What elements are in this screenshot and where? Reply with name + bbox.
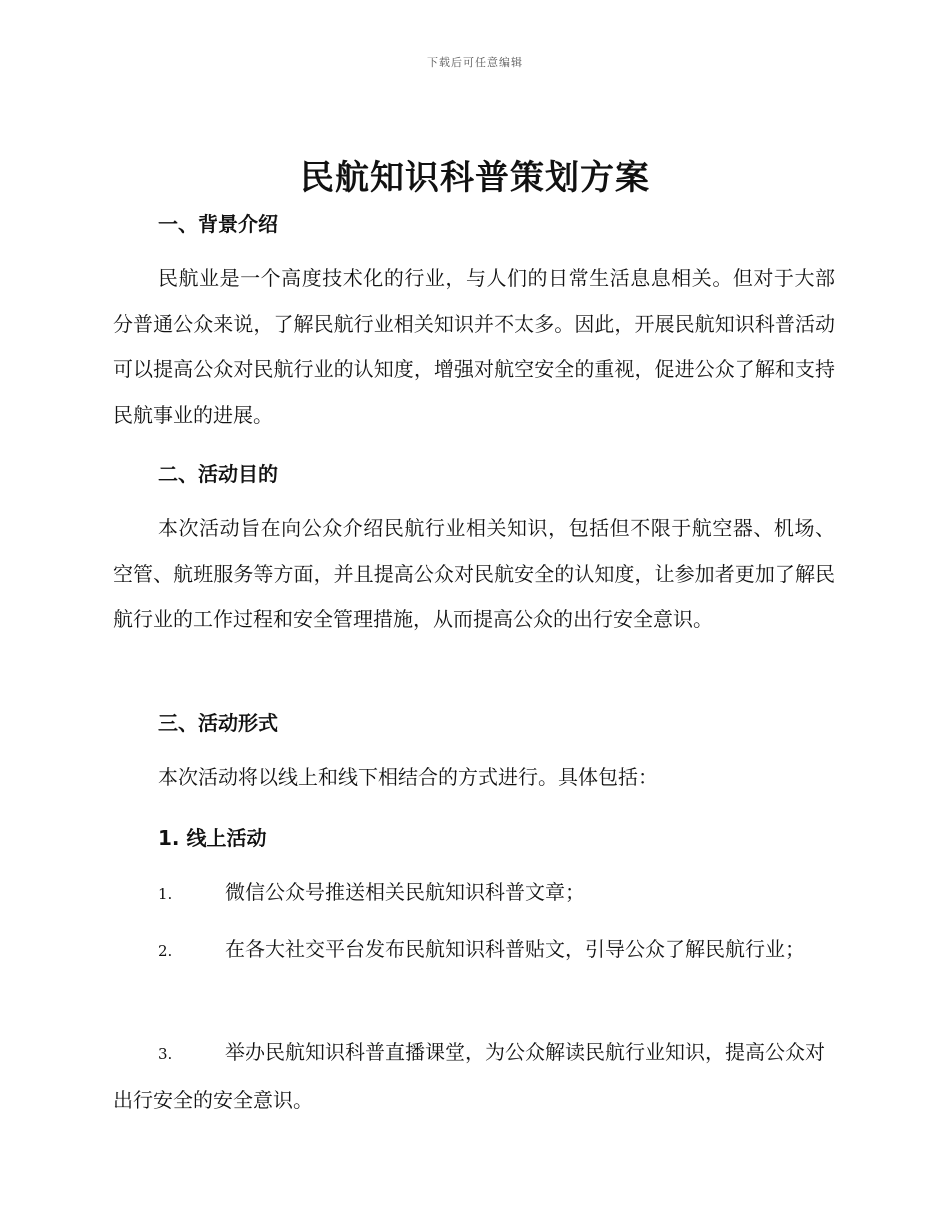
list-item: [113, 1030, 835, 1123]
section-heading-form: 三、活动形式: [158, 711, 278, 735]
section-heading-online: 1. 线上活动: [158, 826, 267, 850]
paragraph-background: 民航业是一个高度技术化的行业，与人们的日常生活息息相关。但对于大部分普通公众来说，了解民航行业相关知识并不太多。因此，开展民航知识科普活动可以提高公众对民航行业的认知度，增强对航空安全的重视，促进公众了解和支持民航事业的进展。: [113, 266, 835, 427]
paragraph-purpose: 本次活动旨在向公众介绍民航行业相关知识，包括但不限于航空器、机场、空管、航班服务等方面，并且提高公众对民航安全的认知度，让参加者更加了解民航行业的工作过程和安全管理措施，从而提高公众的出行安全意识。: [113, 516, 835, 631]
list-item: [113, 870, 835, 918]
list-item-text: 举办民航知识科普直播课堂，为公众解读民航行业知识，提高公众对出行安全的安全意识。: [113, 1040, 825, 1112]
list-item-number: 1.: [158, 885, 173, 903]
section-heading-background: 一、背景介绍: [158, 212, 278, 236]
header-note: 下载后可任意编辑: [427, 56, 523, 69]
section-heading-purpose: 二、活动目的: [158, 462, 278, 486]
list-item: [113, 927, 835, 975]
list-item-text: 微信公众号推送相关民航知识科普文章；: [225, 880, 585, 904]
paragraph-form: 本次活动将以线上和线下相结合的方式进行。具体包括：: [158, 765, 658, 789]
list-item-number: 2.: [158, 942, 173, 960]
list-item-number: 3.: [158, 1045, 173, 1063]
list-item-text: 在各大社交平台发布民航知识科普贴文，引导公众了解民航行业；: [225, 937, 805, 961]
document-title: 民航知识科普策划方案: [300, 158, 650, 198]
